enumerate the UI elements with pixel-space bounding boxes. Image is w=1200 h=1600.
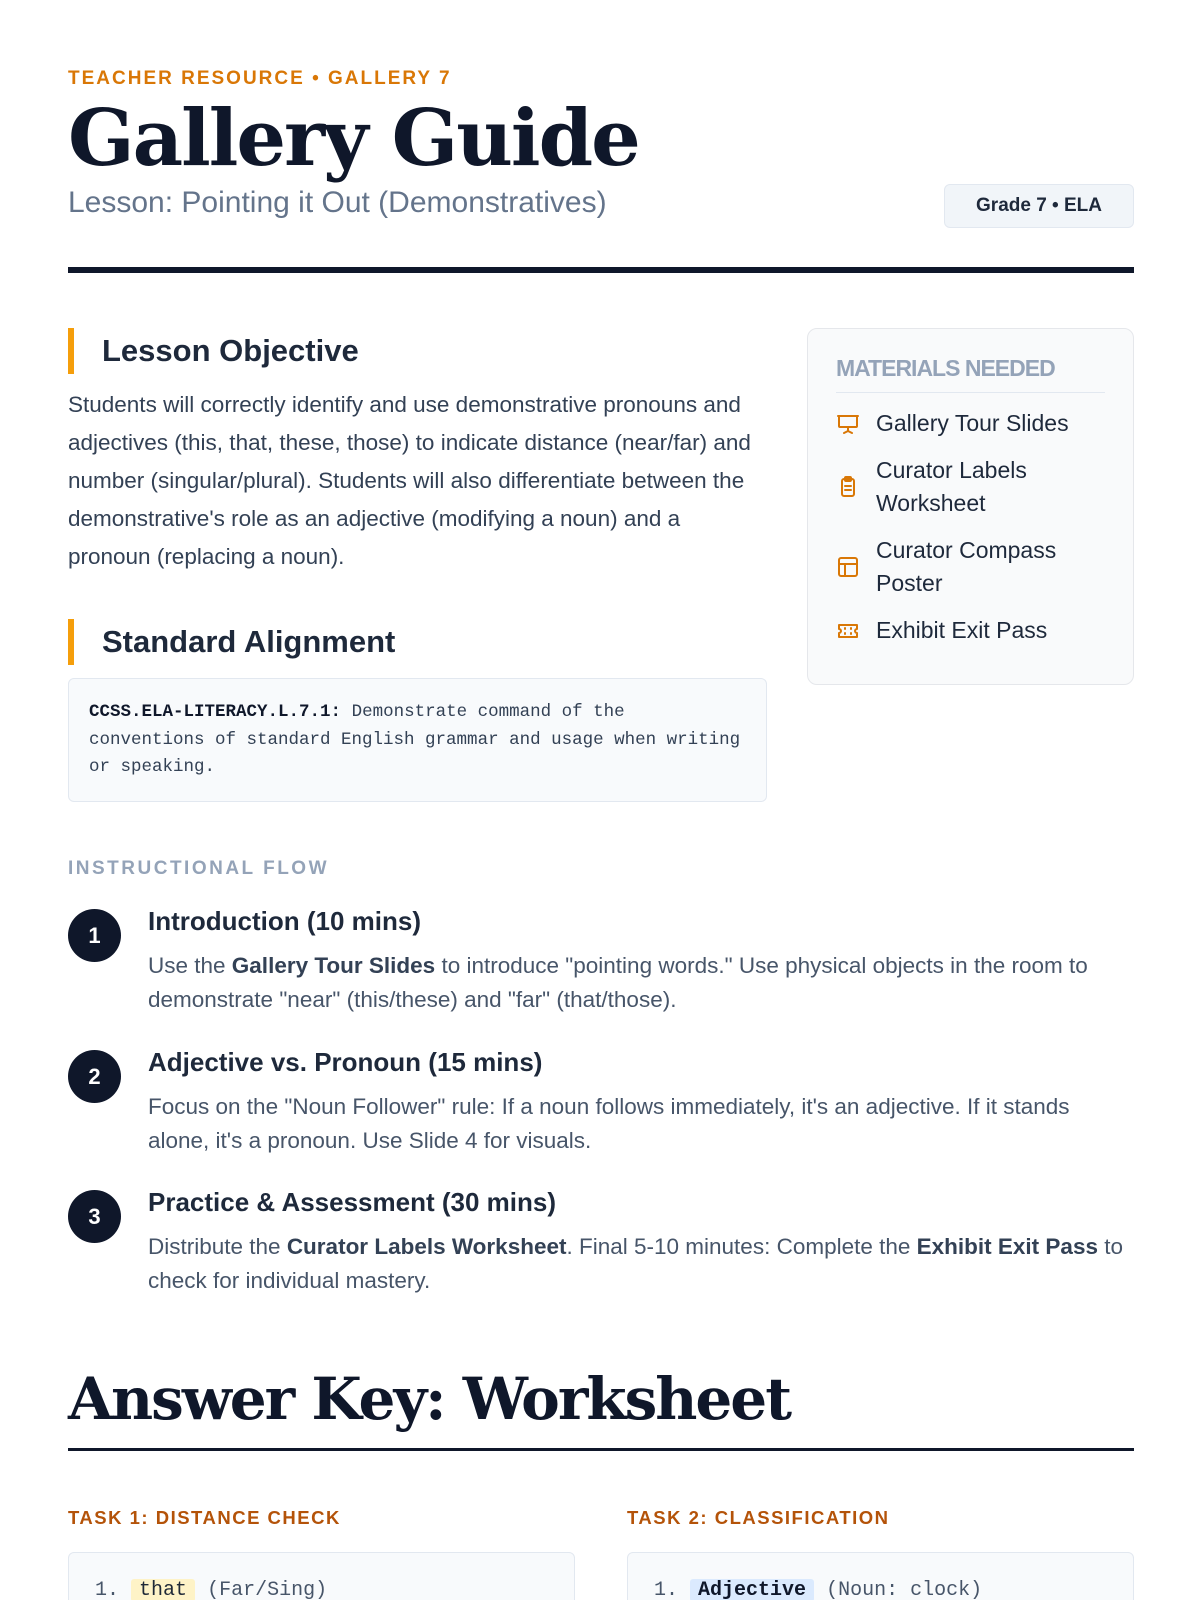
material-label: Curator Labels Worksheet (876, 457, 1027, 516)
step-number: 2 (68, 1050, 121, 1103)
task-item-number: 1. (95, 1579, 120, 1600)
material-item (836, 534, 1105, 600)
task2-box (627, 1552, 1134, 1600)
standard-box (68, 678, 767, 802)
step-number: 3 (68, 1190, 121, 1243)
page-title: Gallery Guide (68, 93, 639, 184)
clipboard-icon (836, 475, 860, 499)
task-note: (Far/Sing) (207, 1579, 328, 1600)
answer-key-divider (68, 1448, 1134, 1451)
layout-icon (836, 555, 860, 579)
step-bold-text: Curator Labels Worksheet (286, 1234, 567, 1259)
step-description (148, 949, 1134, 1017)
step-text: Use the (148, 953, 232, 978)
step-description: Focus on the "Noun Follower" rule: If a noun follows immediately, it's an adjective. If it stands alone, it's a pronoun. Use Slide 4 for visuals. (148, 1094, 1070, 1153)
step-text: Distribute the (148, 1234, 287, 1259)
standard-code: CCSS.ELA-LITERACY.L.7.1: (89, 702, 342, 722)
standard-text: Demonstrate command of the conventions of standard English grammar and usage when writing or speaking. (89, 702, 741, 777)
task-note: (Noun: clock) (826, 1579, 983, 1600)
step-title: Introduction (10 mins) (148, 906, 421, 936)
material-label: Gallery Tour Slides (876, 410, 1069, 436)
task-answer: Adjective (690, 1579, 814, 1600)
step-description (148, 1230, 1134, 1298)
material-item (836, 454, 1105, 520)
task-item-number: 1. (654, 1579, 679, 1600)
eyebrow-label: TEACHER RESOURCE • GALLERY 7 (68, 68, 452, 89)
objective-text: Students will correctly identify and use demonstrative pronouns and adjectives (this, that, these, those) to indicate distance (near/far) and number (singular/plural). Students will also differentiate between the demonstrative's role as an adjective (modifying a noun) and a pronoun (replacing a noun). (68, 392, 751, 569)
grade-badge: Grade 7 • ELA (944, 184, 1134, 228)
objective-heading: Lesson Objective (68, 328, 359, 374)
materials-list (836, 407, 1105, 647)
answer-key-title: Answer Key: Worksheet (68, 1365, 790, 1433)
standard-heading: Standard Alignment (68, 619, 395, 665)
flow-label: INSTRUCTIONAL FLOW (68, 858, 330, 879)
task1-box (68, 1552, 575, 1600)
step-title: Practice & Assessment (30 mins) (148, 1187, 557, 1217)
task1-label: TASK 1: DISTANCE CHECK (68, 1507, 341, 1528)
step-number: 1 (68, 909, 121, 962)
materials-title: MATERIALS NEEDED (836, 355, 1105, 393)
lesson-subtitle: Lesson: Pointing it Out (Demonstratives) (68, 186, 607, 219)
task-answer: that (131, 1579, 195, 1600)
materials-panel (807, 328, 1134, 685)
step-title: Adjective vs. Pronoun (15 mins) (148, 1047, 543, 1077)
presentation-icon (836, 412, 860, 436)
task2-label: TASK 2: CLASSIFICATION (627, 1507, 890, 1528)
step-text: . Final 5-10 minutes: Complete the (566, 1234, 917, 1259)
step-bold-text: Gallery Tour Slides (231, 953, 436, 978)
material-item (836, 614, 1105, 647)
ticket-icon (836, 619, 860, 643)
step-bold-text: Exhibit Exit Pass (916, 1234, 1098, 1259)
material-item (836, 407, 1105, 440)
step-text: to check for individual mastery. (148, 1234, 1124, 1293)
material-label: Curator Compass Poster (876, 537, 1057, 596)
step-text: to introduce "pointing words." Use physical objects in the room to demonstrate "near" (this/these) and "far" (that/those). (148, 953, 1088, 1012)
header-divider (68, 267, 1134, 273)
material-label: Exhibit Exit Pass (876, 617, 1048, 643)
